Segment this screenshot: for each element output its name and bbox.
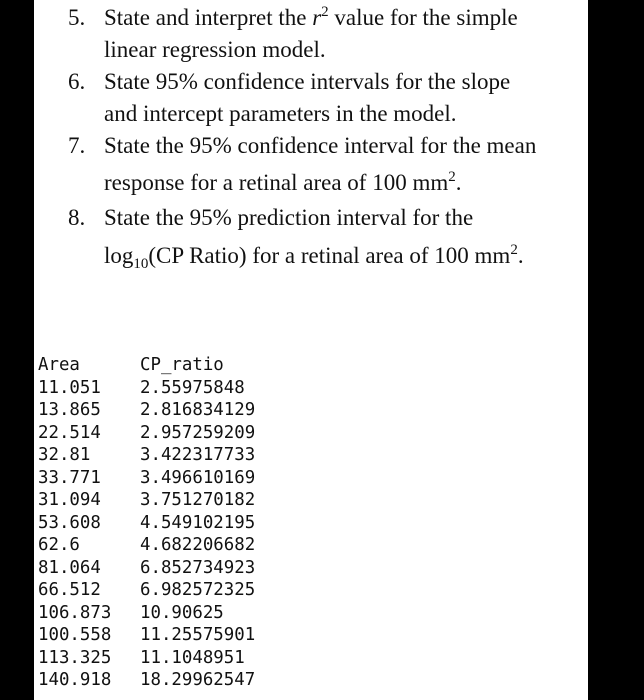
question-text: State the 95% prediction interval for the: [104, 205, 474, 230]
variable-r: r: [312, 5, 322, 30]
document-page: [34, 0, 588, 700]
table-row: [38, 602, 300, 625]
cell-area: 66.512: [38, 580, 101, 600]
subscript: 10: [133, 256, 149, 272]
table-row: [38, 399, 300, 422]
cell-cp-ratio: 2.55975848: [140, 377, 245, 398]
question-text: log: [104, 243, 134, 268]
question-text: (CP Ratio) for a retinal area of 100 mm: [148, 243, 511, 268]
cell-area: 22.514: [38, 422, 101, 443]
question-5: [34, 2, 588, 66]
table-row: [38, 557, 300, 580]
question-number: 5.: [68, 5, 86, 30]
cell-area: 113.325: [38, 647, 112, 668]
cell-area: 106.873: [38, 602, 112, 623]
cell-cp-ratio: 2.957259209: [140, 422, 256, 443]
cell-cp-ratio: 3.422317733: [140, 445, 256, 465]
cell-area: 13.865: [38, 400, 101, 420]
cell-cp-ratio: 4.682206682: [140, 535, 256, 555]
question-number: 8.: [68, 205, 86, 230]
question-number: 6.: [68, 69, 86, 94]
question-7: [34, 130, 588, 202]
cell-cp-ratio: 2.816834129: [140, 400, 256, 420]
question-number: 7.: [68, 133, 86, 158]
question-text: .: [517, 243, 524, 268]
table-row: [38, 669, 300, 692]
cell-area: 33.771: [38, 467, 101, 488]
question-text-line2: and intercept parameters in the model.: [104, 101, 457, 126]
table-row: [38, 534, 300, 557]
cell-area: 53.608: [38, 512, 101, 533]
question-text-line2: [104, 164, 588, 202]
table-row: [38, 422, 300, 445]
question-8: [34, 202, 588, 272]
cell-area: 62.6: [38, 535, 80, 555]
cell-area: 140.918: [38, 670, 112, 690]
question-text-line2: linear regression model.: [104, 37, 326, 62]
cell-cp-ratio: 6.852734923: [140, 557, 256, 578]
question-text: State and interpret the: [104, 5, 313, 30]
superscript: 2: [510, 242, 518, 258]
table-row: [38, 647, 300, 670]
cell-cp-ratio: 6.982572325: [140, 580, 256, 600]
question-text: State the 95% confidence interval for the mean: [104, 133, 537, 158]
question-list: [34, 2, 588, 272]
question-text-line2: [104, 240, 588, 272]
column-header-area: Area: [38, 355, 80, 375]
cell-area: 11.051: [38, 377, 101, 398]
table-header-row: [38, 354, 300, 377]
question-6: [34, 66, 588, 130]
cell-area: 31.094: [38, 490, 101, 510]
cell-cp-ratio: 4.549102195: [140, 512, 256, 533]
column-header-cp-ratio: CP_ratio: [140, 355, 224, 375]
question-text: response for a retinal area of 100 mm: [104, 170, 449, 195]
table-row: [38, 512, 300, 535]
cell-area: 100.558: [38, 625, 112, 645]
cell-area: 32.81: [38, 445, 91, 465]
table-row: [38, 624, 300, 647]
question-text: State 95% confidence intervals for the slope: [104, 69, 511, 94]
cell-cp-ratio: 11.25575901: [140, 625, 256, 645]
table-body: [38, 377, 300, 692]
question-text: .: [455, 170, 462, 195]
table-row: [38, 489, 300, 512]
cell-area: 81.064: [38, 557, 101, 578]
table-row: [38, 444, 300, 467]
superscript: 2: [448, 169, 456, 185]
superscript: 2: [321, 4, 329, 20]
cell-cp-ratio: 10.90625: [140, 602, 224, 623]
table-row: [38, 467, 300, 490]
question-text: value for the simple: [328, 5, 518, 30]
cell-cp-ratio: 3.751270182: [140, 490, 256, 510]
cell-cp-ratio: 11.1048951: [140, 647, 245, 668]
table-row: [38, 579, 300, 602]
cell-cp-ratio: 3.496610169: [140, 467, 256, 488]
table-row: [38, 377, 300, 400]
data-table: [38, 354, 300, 692]
cell-cp-ratio: 18.29962547: [140, 670, 256, 690]
